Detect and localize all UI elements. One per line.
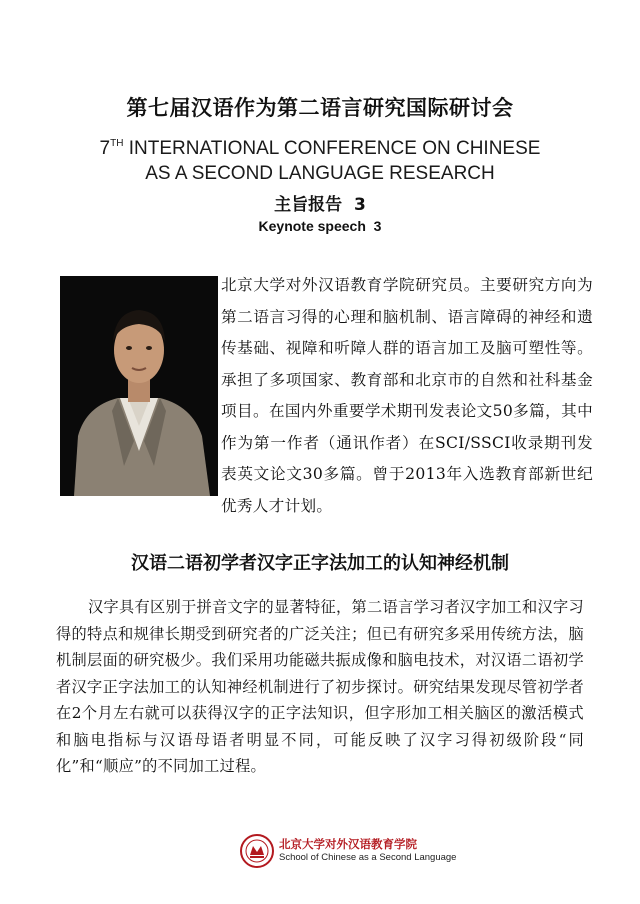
conference-title-en bbox=[0, 131, 640, 186]
title-en-line2: AS A SECOND LANGUAGE RESEARCH bbox=[145, 163, 495, 184]
keynote-en-text: Keynote speech bbox=[258, 218, 366, 234]
keynote-en-number: 3 bbox=[373, 218, 382, 234]
speaker-photo bbox=[60, 276, 218, 496]
title-en-number: 7 bbox=[99, 138, 111, 159]
keynote-label-zh bbox=[0, 190, 640, 215]
footer-school-name-zh: 北京大学对外汉语教育学院 bbox=[279, 837, 417, 851]
keynote-zh-number: 3 bbox=[354, 195, 366, 215]
keynote-zh-text: 主旨报告 bbox=[274, 195, 343, 215]
conference-title-zh: 第七届汉语作为第二语言研究国际研讨会 bbox=[126, 96, 514, 120]
footer-school-name-en: School of Chinese as a Second Language bbox=[279, 852, 457, 863]
keynote-label-en bbox=[0, 218, 640, 234]
talk-abstract: 汉字具有区别于拼音文字的显著特征，第二语言学习者汉字加工和汉字习得的特点和规律长期受到研究者的广泛关注；但已有研究多采用传统方法，脑机制层面的研究极少。我们采用功能磁共振成像和脑电技术，对汉语二语初学者汉字正字法加工的认知神经机制进行了初步探讨。研究结果发现尽管初学者在2个月左右就可以获得汉字的正字法知识，但字形加工相关脑区的激活模式和脑电指标与汉语母语者明显不同，可能反映了汉字习得初级阶段“同化”和“顺应”的不同加工过程。 bbox=[56, 598, 584, 775]
speaker-bio: 北京大学对外汉语教育学院研究员。主要研究方向为第二语言习得的心理和脑机制、语言障碍的神经和遗传基础、视障和听障人群的语言加工及脑可塑性等。承担了多项国家、教育部和北京市的自然和社科基金项目。在国内外重要学术期刊发表论文50多篇，其中作为第一作者（通讯作者）在SCI/SSCI收录期刊发表英文论文30多篇。曾于2013年入选教育部新世纪优秀人才计划。 bbox=[221, 276, 593, 515]
title-en-line1: INTERNATIONAL CONFERENCE ON CHINESE bbox=[123, 138, 541, 159]
talk-title: 汉语二语初学者汉字正字法加工的认知神经机制 bbox=[131, 553, 509, 574]
university-seal-icon bbox=[240, 834, 274, 868]
title-en-ordinal: TH bbox=[110, 138, 124, 149]
